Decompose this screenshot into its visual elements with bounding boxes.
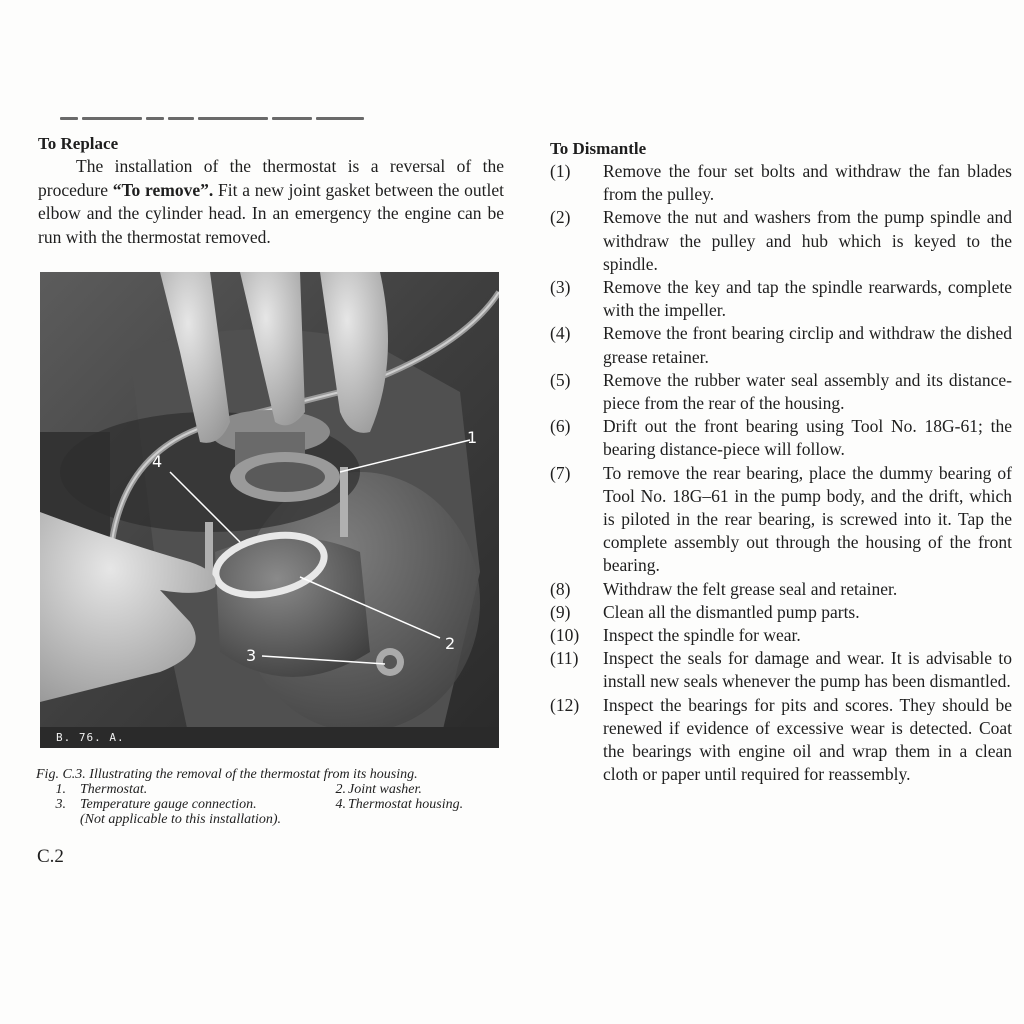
step-text: To remove the rear bearing, place the dummy bearing of Tool No. 18G–61 in the pump body, and the drift, which is piloted in the rear bearing, is screwed into it. Tap the complete assembly out through the housing of the front bearing. bbox=[603, 462, 1012, 576]
step-item bbox=[550, 415, 1012, 461]
step-item bbox=[550, 694, 1012, 787]
legend-row bbox=[36, 782, 506, 797]
step-text: Remove the front bearing circlip and withdraw the dished grease retainer. bbox=[603, 323, 1012, 367]
to-replace-paragraph bbox=[38, 155, 504, 249]
photo-illustration bbox=[40, 272, 499, 748]
step-number: (6) bbox=[550, 416, 571, 437]
legend-note-row bbox=[36, 812, 506, 827]
step-text: Withdraw the felt grease seal and retainer. bbox=[603, 578, 898, 599]
step-text: Inspect the seals for damage and wear. It is advisable to install new seals whenever the pump has been dismantled. bbox=[603, 648, 1012, 692]
step-item bbox=[550, 462, 1012, 578]
legend-note: (Not applicable to this installation). bbox=[80, 812, 282, 827]
step-text: Inspect the spindle for wear. bbox=[603, 625, 801, 646]
legend-text: Temperature gauge connection. bbox=[80, 797, 257, 812]
step-number: (5) bbox=[550, 369, 571, 390]
to-dismantle-section bbox=[550, 138, 1012, 786]
step-item bbox=[550, 160, 1012, 206]
legend-num: 2. bbox=[335, 782, 346, 797]
to-dismantle-heading: To Dismantle bbox=[550, 139, 647, 158]
step-text: Remove the nut and washers from the pump spindle and withdraw the pulley and hub which is keyed to the spindle. bbox=[603, 207, 1012, 274]
step-item bbox=[550, 578, 1012, 601]
step-number: (7) bbox=[550, 462, 571, 483]
dismantle-steps bbox=[550, 160, 1012, 786]
to-replace-heading: To Replace bbox=[38, 134, 119, 153]
step-item bbox=[550, 647, 1012, 693]
step-text: Remove the key and tap the spindle rearwards, complete with the impeller. bbox=[603, 277, 1012, 321]
figure-reference: B. 76. A. bbox=[56, 731, 125, 744]
figure-caption bbox=[36, 767, 506, 827]
step-number: (4) bbox=[550, 323, 571, 344]
thermostat-photo bbox=[40, 272, 499, 748]
step-text: Clean all the dismantled pump parts. bbox=[603, 601, 860, 622]
step-number: (2) bbox=[550, 207, 571, 228]
step-number: (3) bbox=[550, 277, 571, 298]
step-item bbox=[550, 276, 1012, 322]
page-number: C.2 bbox=[37, 846, 64, 867]
step-item bbox=[550, 624, 1012, 647]
to-replace-section bbox=[38, 133, 504, 249]
step-text: Drift out the front bearing using Tool No. 18G-61; the bearing distance-piece will follow. bbox=[603, 416, 1012, 460]
photo-label-4: 4 bbox=[152, 452, 163, 471]
photo-label-3: 3 bbox=[246, 646, 257, 665]
step-number: (12) bbox=[550, 694, 580, 715]
step-text: Remove the rubber water seal assembly and its distance-piece from the rear of the housing. bbox=[603, 369, 1012, 414]
legend-num: 1. bbox=[55, 782, 66, 797]
paragraph-part2: Fit a new joint gasket between the outlet elbow and the cylinder head. In an emergency the engine can be run with the thermostat removed. bbox=[38, 179, 504, 247]
step-item bbox=[550, 369, 1012, 415]
step-number: (10) bbox=[550, 625, 580, 646]
step-number: (11) bbox=[550, 648, 579, 669]
step-number: (1) bbox=[550, 161, 571, 181]
step-number: (9) bbox=[550, 601, 571, 622]
legend-text: Thermostat housing. bbox=[348, 797, 464, 812]
photo-label-1: 1 bbox=[467, 428, 478, 447]
step-item bbox=[550, 322, 1012, 368]
legend-text: Joint washer. bbox=[348, 782, 422, 797]
legend-num: 3. bbox=[55, 797, 66, 812]
legend-text: Thermostat. bbox=[80, 782, 148, 797]
step-text: Inspect the bearings for pits and scores. They should be renewed if evidence of excessive wear is detected. Coat the bearings with engine oil and wrap them in a clean cloth or paper until required for reassembly. bbox=[603, 694, 1012, 785]
step-text: Remove the four set bolts and withdraw the fan blades from the pulley. bbox=[603, 161, 1012, 205]
paragraph-part1: The installation of the thermostat is a reversal of the procedure bbox=[38, 156, 504, 200]
legend-row bbox=[36, 797, 506, 812]
paragraph-bold: “To remove”. bbox=[112, 179, 214, 200]
caption-title: Fig. C.3. Illustrating the removal of the thermostat from its housing. bbox=[36, 767, 418, 782]
legend-num: 4. bbox=[335, 797, 346, 812]
cut-off-text-line bbox=[60, 109, 372, 115]
photo-label-2: 2 bbox=[445, 634, 456, 653]
step-item bbox=[550, 206, 1012, 276]
step-item bbox=[550, 601, 1012, 624]
step-number: (8) bbox=[550, 578, 571, 599]
